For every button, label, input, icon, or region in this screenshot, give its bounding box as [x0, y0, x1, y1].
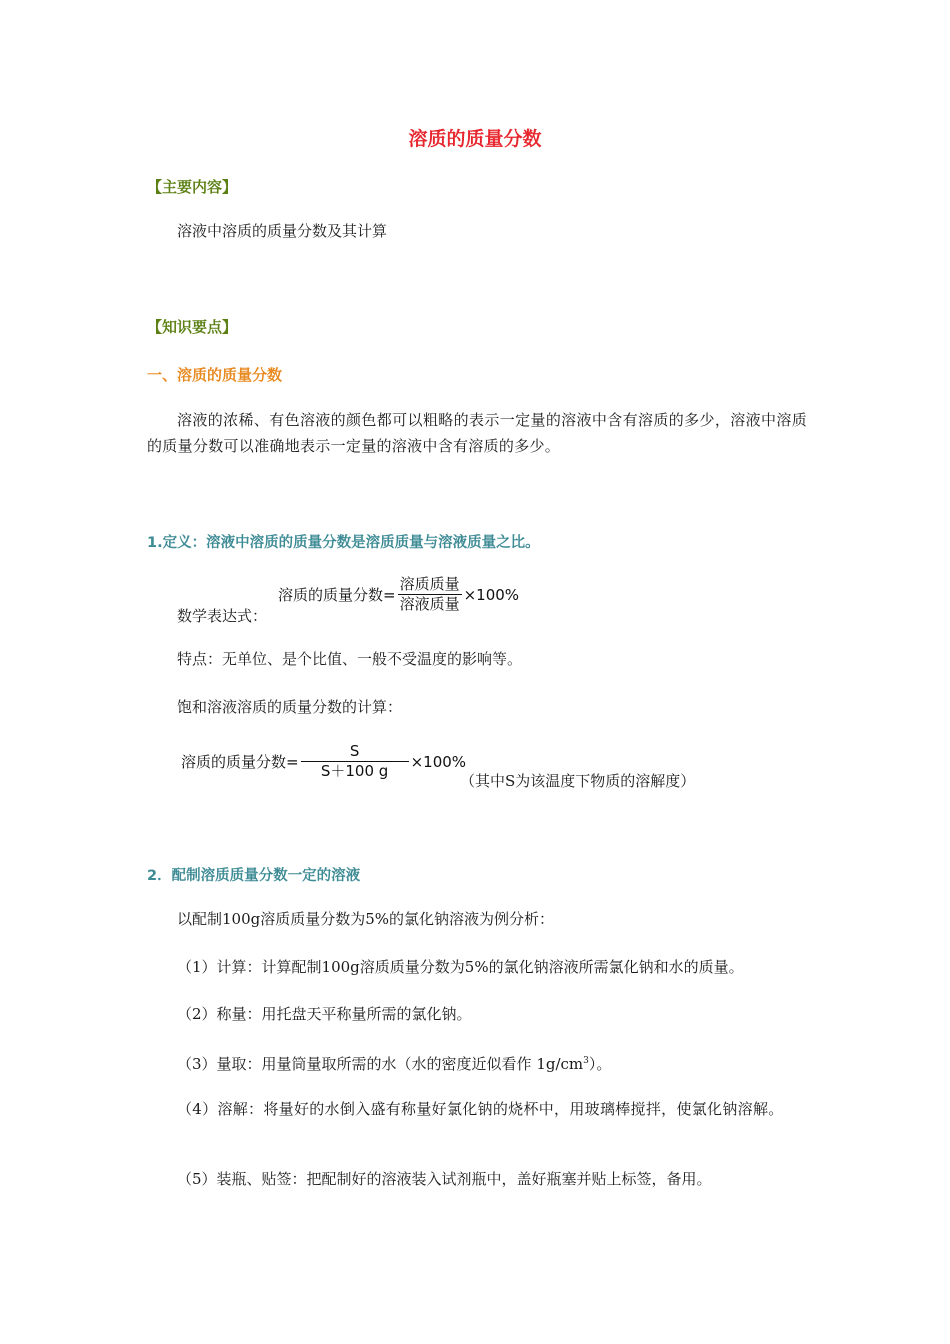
mass-fraction-formula: [278, 576, 519, 613]
main-content-heading: 【主要内容】: [147, 178, 238, 196]
formula1-denominator: 溶液质量: [399, 595, 460, 613]
feature-text: 特点：无单位、是个比值、一般不受温度的影响等。: [177, 650, 523, 668]
step-3-superscript: 3: [583, 1056, 589, 1066]
section1-heading: 一、溶质的质量分数: [147, 366, 283, 384]
formula2-denominator: S＋100 g: [320, 762, 389, 780]
example-text: 以配制100g溶质质量分数为5%的氯化钠溶液为例分析：: [177, 910, 555, 928]
section2-heading: 2．配制溶质质量分数一定的溶液: [147, 868, 361, 884]
formula1-numerator: 溶质质量: [399, 575, 460, 593]
step-4: （4）溶解：将量好的水倒入盛有称量好氯化钠的烧杯中，用玻璃棒搅拌，使氯化钠溶解。: [177, 1100, 784, 1118]
step-3-text: （3）量取：用量筒量取所需的水（水的密度近似看作 1g/cm: [177, 1055, 584, 1073]
knowledge-heading: 【知识要点】: [147, 318, 238, 336]
formula2-rhs: ×100%: [410, 752, 467, 771]
formula1-lhs: 溶质的质量分数=: [278, 586, 396, 604]
formula2-lhs: 溶质的质量分数=: [181, 753, 299, 771]
intro-paragraph: 溶液的浓稀、有色溶液的颜色都可以粗略的表示一定量的溶液中含有溶质的多少，溶液中溶质的质量分数可以准确地表示一定量的溶液中含有溶质的多少。: [147, 411, 807, 455]
formula1-rhs: ×100%: [463, 585, 520, 604]
saturated-fraction-formula: [181, 743, 466, 780]
formula1-fraction: [398, 576, 462, 613]
formula2-note: （其中S为该温度下物质的溶解度）: [460, 772, 696, 790]
step-2: （2）称量：用托盘天平称量所需的氯化钠。: [177, 1005, 472, 1023]
main-content-text: 溶液中溶质的质量分数及其计算: [177, 222, 388, 240]
saturated-solution-label: 饱和溶液溶质的质量分数的计算：: [177, 698, 403, 716]
definition-heading: 1.定义：溶液中溶质的质量分数是溶质质量与溶液质量之比。: [147, 535, 540, 551]
formula2-fraction: [301, 743, 409, 780]
step-1: （1）计算：计算配制100g溶质质量分数为5%的氯化钠溶液所需氯化钠和水的质量。: [177, 958, 744, 976]
math-expression-label: 数学表达式：: [177, 607, 268, 625]
formula2-numerator: S: [301, 743, 409, 762]
step-5: （5）装瓶、贴签：把配制好的溶液装入试剂瓶中，盖好瓶塞并贴上标签，备用。: [177, 1170, 712, 1188]
page-title: 溶质的质量分数: [408, 128, 542, 150]
step-3: [177, 1048, 611, 1077]
step-3-suffix: ）。: [588, 1055, 612, 1073]
